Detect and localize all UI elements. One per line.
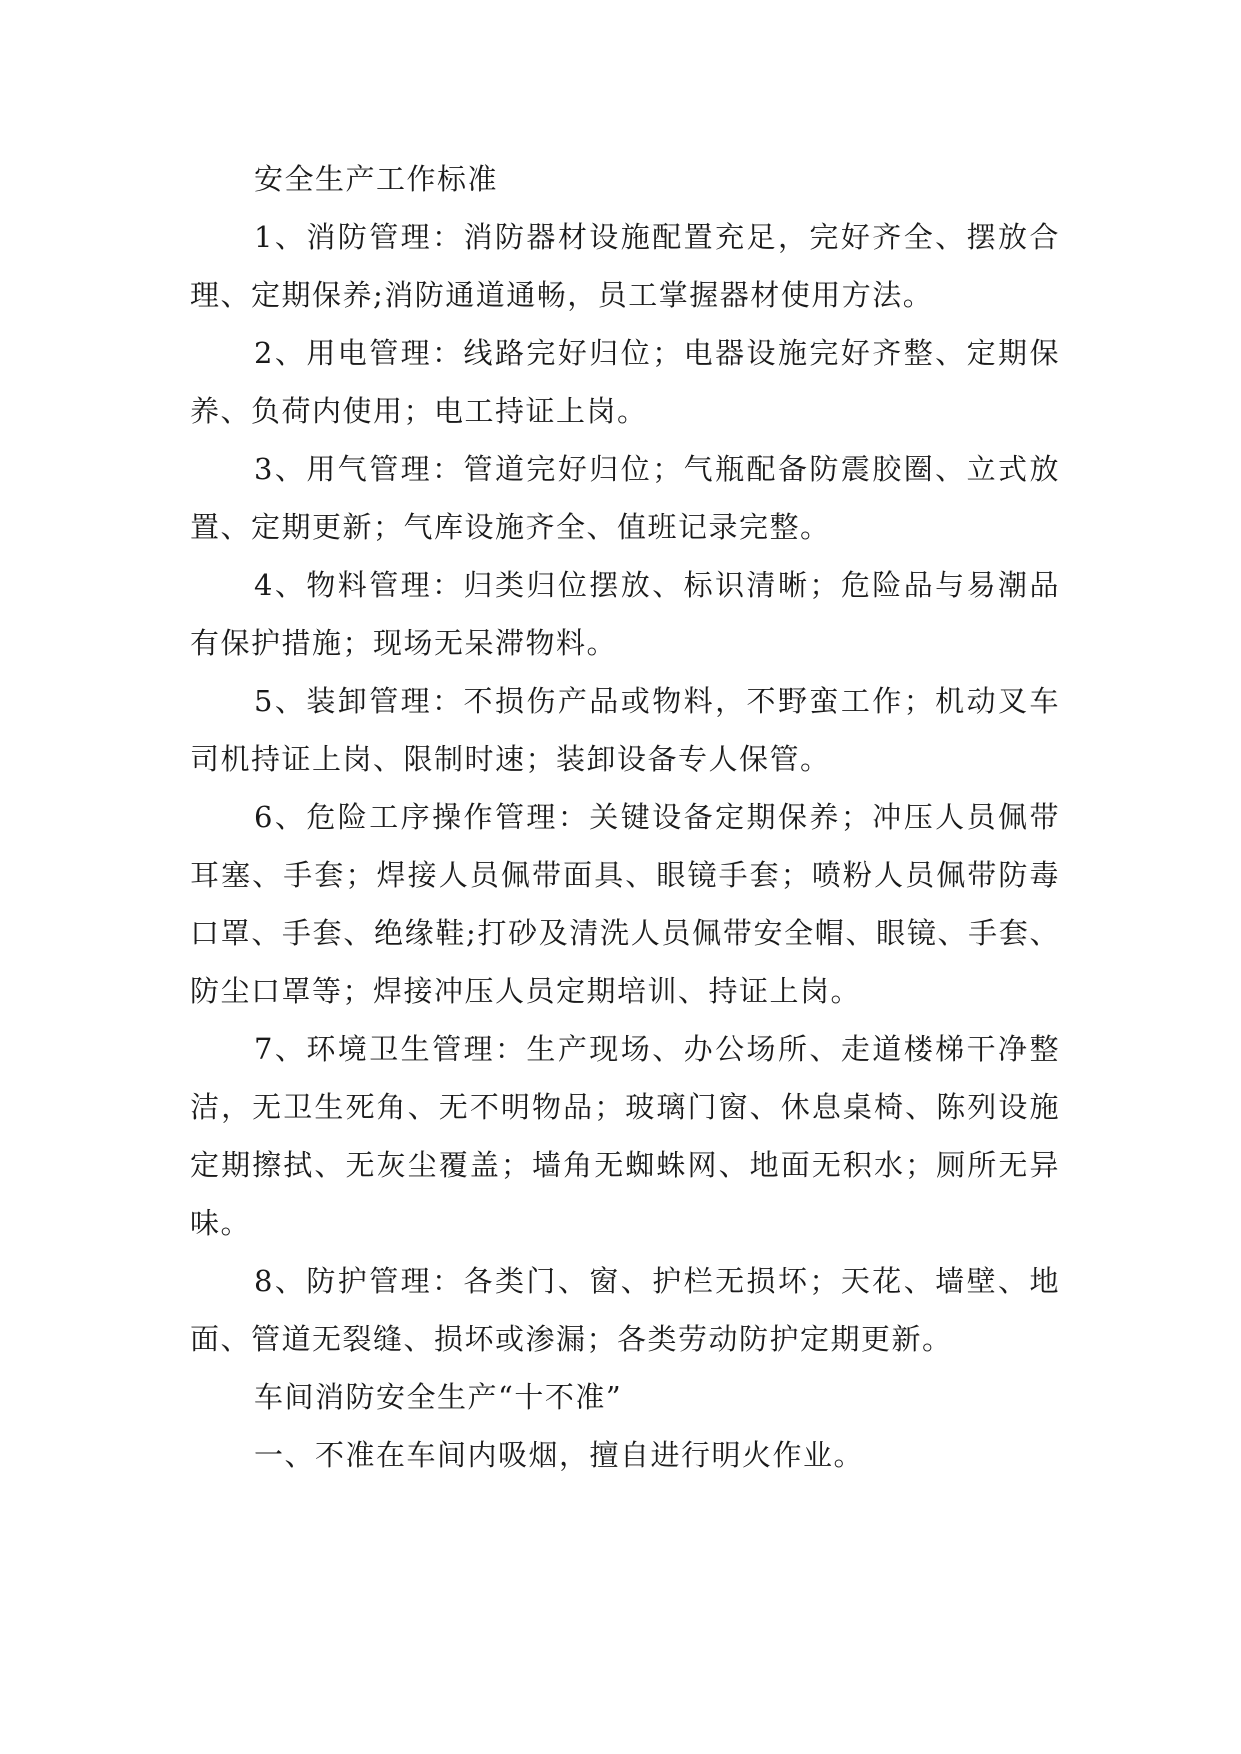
paragraph-prohibition-one: 一、不准在车间内吸烟，擅自进行明火作业。: [254, 1438, 865, 1472]
document-page: [190, 150, 1060, 1484]
paragraph-electricity-management: 2、用电管理：线路完好归位；电器设施完好齐整、定期保养、负荷内使用；电工持证上岗。: [190, 336, 1060, 428]
paragraph-gas-management: 3、用气管理：管道完好归位；气瓶配备防震胶圈、立式放置、定期更新；气库设施齐全、值班记录完整。: [190, 452, 1060, 544]
paragraph-fire-management: 1、消防管理：消防器材设施配置充足，完好齐全、摆放合理、定期保养;消防通道通畅，员工掌握器材使用方法。: [190, 220, 1060, 312]
paragraph-material-management: 4、物料管理：归类归位摆放、标识清晰；危险品与易潮品有保护措施；现场无呆滞物料。: [190, 568, 1060, 660]
paragraph-protection-management: 8、防护管理：各类门、窗、护栏无损坏；天花、墙壁、地面、管道无裂缝、损坏或渗漏；各类劳动防护定期更新。: [190, 1264, 1060, 1356]
paragraph-hazardous-process-management: 6、危险工序操作管理：关键设备定期保养；冲压人员佩带耳塞、手套；焊接人员佩带面具、眼镜手套；喷粉人员佩带防毒口罩、手套、绝缘鞋;打砂及清洗人员佩带安全帽、眼镜、手套、防尘口罩等；焊接冲压人员定期培训、持证上岗。: [190, 800, 1060, 1008]
paragraph-loading-management: 5、装卸管理：不损伤产品或物料，不野蛮工作；机动叉车司机持证上岗、限制时速；装卸设备专人保管。: [190, 684, 1060, 776]
document-title: 安全生产工作标准: [254, 162, 499, 196]
paragraph-environment-hygiene-management: 7、环境卫生管理：生产现场、办公场所、走道楼梯干净整洁，无卫生死角、无不明物品；玻璃门窗、休息桌椅、陈列设施定期擦拭、无灰尘覆盖；墙角无蜘蛛网、地面无积水；厕所无异味。: [190, 1032, 1060, 1240]
section-heading-ten-prohibitions: 车间消防安全生产“十不准”: [254, 1380, 623, 1414]
